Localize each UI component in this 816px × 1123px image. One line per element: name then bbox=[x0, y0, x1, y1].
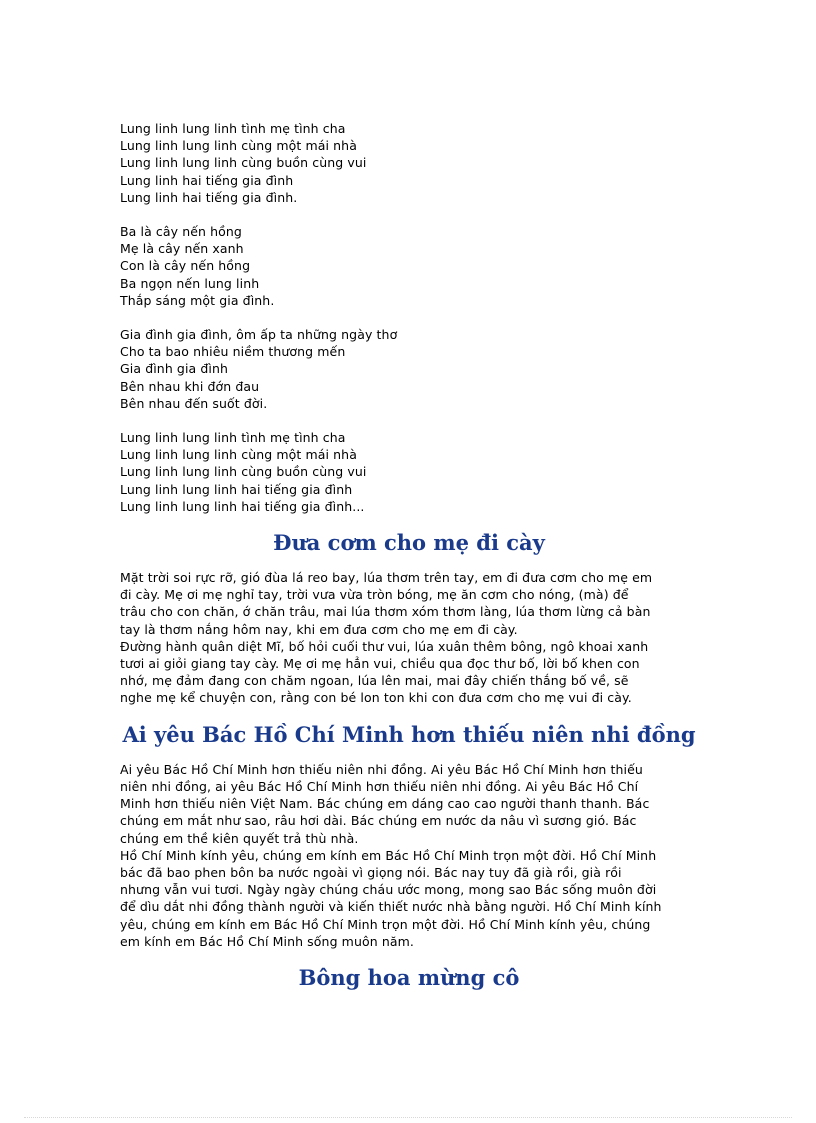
lyric-line: Lung linh lung linh cùng buồn cùng vui bbox=[120, 155, 367, 171]
lyric-line: Đường hành quân diệt Mĩ, bố hỏi cuối thư vui, lúa xuân thêm bông, ngô khoai xanh bbox=[120, 638, 649, 654]
lyric-line: niên nhi đồng, ai yêu Bác Hồ Chí Minh hơn thiếu niên nhi đồng. Ai yêu Bác Hồ Chí bbox=[120, 778, 639, 794]
lyric-line: chúng em thề kiên quyết trả thù nhà. bbox=[120, 830, 359, 846]
lyric-line: trâu cho con chăn, ớ chăn trâu, mai lúa thơm xóm thơm làng, lúa thơm lừng cả bàn bbox=[120, 604, 651, 620]
song-title: Đưa cơm cho mẹ đi cày bbox=[273, 530, 545, 556]
lyric-line: Bên nhau đến suốt đời. bbox=[120, 395, 268, 411]
lyric-line: nghe mẹ kể chuyện con, rằng con bé lon ton khi con đưa cơm cho mẹ vui đi cày. bbox=[120, 690, 632, 706]
lyric-line: Ba ngọn nến lung linh bbox=[120, 275, 260, 291]
lyric-line: Lung linh lung linh cùng buồn cùng vui bbox=[120, 464, 367, 480]
lyric-line: Minh hơn thiếu niên Việt Nam. Bác chúng em dáng cao cao người thanh thanh. Bác bbox=[120, 796, 650, 812]
lyric-line: đi cày. Mẹ ơi mẹ nghỉ tay, trời vưa vừa tròn bóng, mẹ ăn cơm cho nóng, (mà) để bbox=[120, 587, 629, 603]
lyric-line: nhưng vẫn vui tươi. Ngày ngày chúng cháu ước mong, mong sao Bác sống muôn đời bbox=[120, 882, 657, 898]
song-title: Ai yêu Bác Hồ Chí Minh hơn thiếu niên nhi đồng bbox=[122, 721, 696, 747]
lyric-line: Con là cây nến hồng bbox=[120, 258, 251, 274]
lyric-line: Ba là cây nến hồng bbox=[120, 224, 242, 240]
lyric-line: Mặt trời soi rực rỡ, gió đùa lá reo bay, lúa thơm trên tay, em đi đưa cơm cho mẹ em bbox=[120, 570, 653, 586]
page-bottom-divider bbox=[24, 1117, 792, 1118]
lyric-line: Bên nhau khi đớn đau bbox=[120, 378, 260, 394]
lyrics-stanza bbox=[120, 326, 698, 412]
lyric-line: Mẹ là cây nến xanh bbox=[120, 241, 244, 257]
lyric-line: tay là thơm nắng hôm nay, khi em đưa cơm cho mẹ em đi cày. bbox=[120, 621, 518, 637]
lyric-line: Lung linh hai tiếng gia đình. bbox=[120, 189, 298, 205]
lyric-line: tươi ai giỏi giang tay cày. Mẹ ơi mẹ hẳn vui, chiều qua đọc thư bố, lời bố khen con bbox=[120, 656, 640, 672]
lyric-line: Lung linh lung linh cùng một mái nhà bbox=[120, 138, 357, 154]
document-page bbox=[120, 120, 698, 992]
lyric-line: Lung linh lung linh tình mẹ tình cha bbox=[120, 430, 346, 446]
lyrics-stanza bbox=[120, 120, 698, 206]
lyric-line: Lung linh hai tiếng gia đình bbox=[120, 172, 294, 188]
lyric-line: Lung linh lung linh hai tiếng gia đình bbox=[120, 481, 353, 497]
lyric-line: Hồ Chí Minh kính yêu, chúng em kính em Bác Hồ Chí Minh trọn một đời. Hồ Chí Minh bbox=[120, 847, 657, 863]
lyric-line: Gia đình gia đình bbox=[120, 361, 229, 377]
lyric-line: Lung linh lung linh tình mẹ tình cha bbox=[120, 121, 346, 136]
lyric-line: Cho ta bao nhiêu niềm thương mến bbox=[120, 344, 346, 360]
lyrics-stanza bbox=[120, 429, 698, 515]
lyrics-stanza bbox=[120, 223, 698, 309]
lyric-line: để dìu dắt nhi đồng thành người và kiến thiết nước nhà bằng người. Hồ Chí Minh kính bbox=[120, 899, 662, 915]
lyric-line: Thắp sáng một gia đình. bbox=[120, 292, 275, 308]
song-title: Bông hoa mừng cô bbox=[298, 964, 520, 990]
song-lyrics bbox=[120, 761, 698, 950]
lyric-line: Lung linh lung linh hai tiếng gia đình... bbox=[120, 498, 365, 514]
lyric-line: Ai yêu Bác Hồ Chí Minh hơn thiếu niên nhi đồng. Ai yêu Bác Hồ Chí Minh hơn thiếu bbox=[120, 761, 643, 777]
lyric-line: nhớ, mẹ đảm đang con chăm ngoan, lúa lên mai, mai đây chiến thắng bố về, sẽ bbox=[120, 673, 629, 689]
lyric-line: em kính em Bác Hồ Chí Minh sống muôn năm. bbox=[120, 933, 414, 949]
lyric-line: Lung linh lung linh cùng một mái nhà bbox=[120, 447, 357, 463]
song-lyrics bbox=[120, 569, 698, 707]
lyric-line: Gia đình gia đình, ôm ấp ta những ngày thơ bbox=[120, 327, 398, 343]
lyric-line: bác đã bao phen bôn ba nước ngoài vì giọng nói. Bác nay tuy đã già rồi, già rồi bbox=[120, 864, 622, 880]
lyric-line: yêu, chúng em kính em Bác Hồ Chí Minh trọn một đời. Hồ Chí Minh kính yêu, chúng bbox=[120, 916, 651, 932]
lyric-line: chúng em mắt như sao, râu hơi dài. Bác chúng em nước da nâu vì sương gió. Bác bbox=[120, 813, 637, 829]
